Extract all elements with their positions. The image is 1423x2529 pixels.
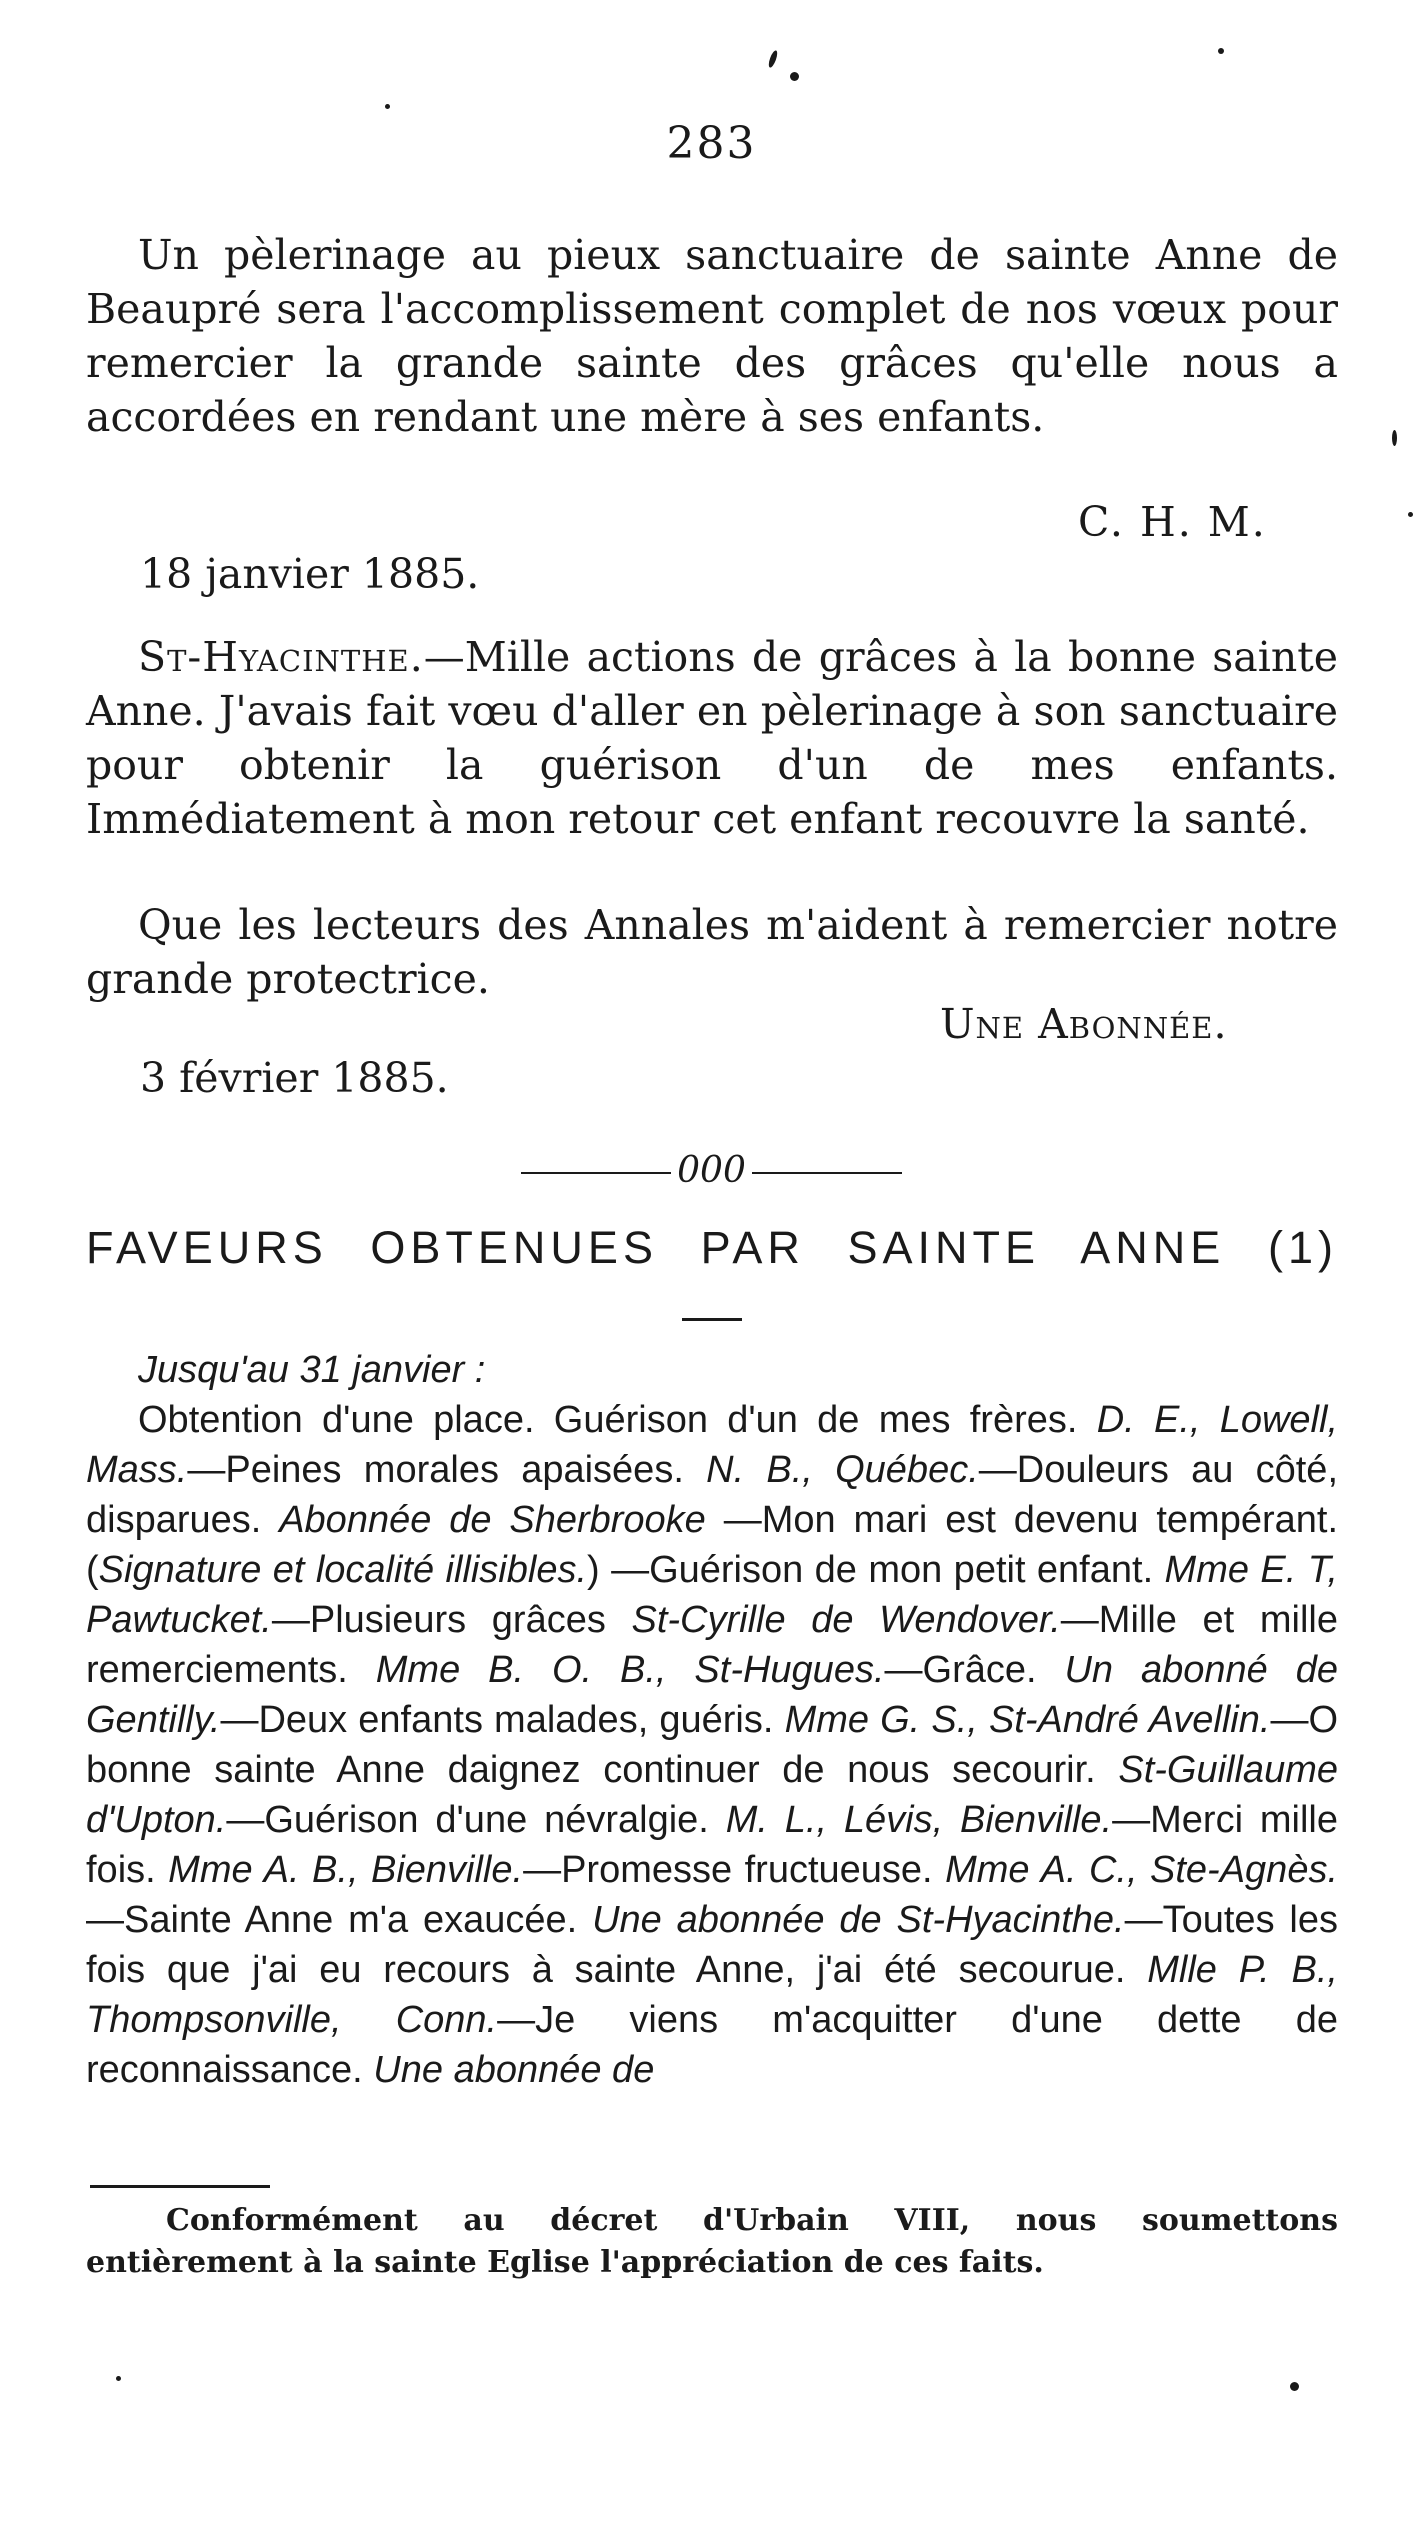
divider-ornament: 000 [677, 1150, 746, 1191]
scan-speck [1218, 48, 1224, 54]
favour-attribution: Mme A. C., Ste-Agnès. [945, 1849, 1339, 1891]
divider-rule-right [752, 1172, 902, 1174]
favour-text: —Grâce. [884, 1649, 1065, 1691]
favour-attribution: Mme A. B., Bienville. [168, 1849, 524, 1891]
title-rule [682, 1318, 742, 1321]
favour-text: —Plusieurs grâces [271, 1599, 632, 1641]
favour-attribution: M. L., Lévis, Bienville. [725, 1799, 1113, 1841]
favour-attribution: Une abonnée de St-Hyacinthe. [592, 1899, 1125, 1941]
favours-list [86, 1345, 1338, 2095]
favour-attribution: Signature et localité illisibles. [98, 1549, 588, 1591]
favour-text: —Je viens m'acquitter d'une dette de reconnaissance. [86, 1999, 1338, 2091]
scan-speck [1408, 512, 1413, 517]
favour-text: ) —Guérison de mon petit enfant. [587, 1549, 1165, 1591]
favour-text: —Deux enfants malades, guéris. [220, 1699, 785, 1741]
favour-attribution: Mme E. T, Pawtucket. [86, 1549, 1338, 1641]
scan-speck [767, 50, 779, 69]
favour-text: —Merci mille fois. [86, 1799, 1339, 1891]
footnote: Conformément au décret d'Urbain VIII, nous soumettons entièrement à la sainte Eglise l'appréciation de ces faits. [86, 2203, 1338, 2280]
entry-2-signature: Une Abonnée. [940, 1000, 1228, 1048]
favour-attribution: Un abonné de Gentilly. [86, 1649, 1338, 1741]
favour-attribution: N. B., Québec. [706, 1449, 979, 1491]
section-divider [0, 1150, 1423, 1191]
favour-attribution: St-Guillaume d'Upton. [86, 1749, 1338, 1841]
entry-2-text [86, 630, 1338, 846]
entry-1-text: Un pèlerinage au pieux sanctuaire de sainte Anne de Beaupré sera l'accomplissement complet de nos vœux pour remercier la grande sainte des grâces qu'elle nous a accordées en rendant une mère à ses enfants. [86, 231, 1338, 441]
favour-text: —Toutes les fois que j'ai eu recours à sainte Anne, j'ai été secourue. [86, 1899, 1338, 1991]
divider-rule-left [521, 1172, 671, 1174]
entry-2-date: 3 février 1885. [140, 1054, 449, 1102]
favour-attribution: D. E., Lowell, Mass. [86, 1399, 1338, 1491]
entry-2-text-2: Que les lecteurs des Annales m'aident à remercier notre grande protectrice. [86, 901, 1338, 1003]
entry-1-date: 18 janvier 1885. [140, 550, 480, 598]
scan-speck [1392, 430, 1397, 446]
favour-text: —Peines morales apaisées. [187, 1449, 707, 1491]
scan-speck [790, 72, 799, 81]
favour-attribution: Mme G. S., St-André Avellin. [784, 1699, 1271, 1741]
entry-2-body: —Mille actions de grâces à la bonne sainte Anne. J'avais fait vœu d'aller en pèlerinage à son sanctuaire pour obtenir la guérison d'un de mes enfants. Immédiatement à mon retour cet enfant recouvre la santé. [86, 633, 1338, 843]
section-title: FAVEURS OBTENUES PAR SAINTE ANNE (1) [86, 1222, 1338, 1273]
footnote-rule [90, 2185, 270, 2188]
page-number: 283 [666, 118, 757, 169]
entry-2-place: St-Hyacinthe. [138, 633, 424, 681]
favour-text: —Promesse fructueuse. [523, 1849, 946, 1891]
scan-speck [116, 2376, 121, 2381]
favour-text: —Mille et mille remerciements. [86, 1599, 1338, 1691]
scan-speck [385, 104, 390, 109]
favour-text: Obtention d'une place. Guérison d'un de mes frères. [138, 1399, 1097, 1441]
scan-speck [1290, 2382, 1299, 2391]
favour-text: —Sainte Anne m'a exaucée. [86, 1899, 593, 1941]
favours-lead: Jusqu'au 31 janvier : [138, 1349, 486, 1391]
favours-body [86, 1395, 1338, 2095]
favour-text: —O bonne sainte Anne daignez continuer de nous secourir. [86, 1699, 1338, 1791]
favour-text: —Guérison d'une névralgie. [226, 1799, 726, 1841]
favour-attribution: Mlle P. B., Thompsonville, Conn. [86, 1949, 1338, 2041]
favour-text: —Mon mari est devenu tempérant. ( [86, 1499, 1338, 1591]
favour-attribution: Une abonnée de [373, 2049, 655, 2091]
favour-text: —Douleurs au côté, disparues. [86, 1449, 1338, 1541]
favour-attribution: Mme B. O. B., St-Hugues. [375, 1649, 885, 1691]
favour-attribution: Abonnée de Sherbrooke [279, 1499, 706, 1541]
favour-attribution: St-Cyrille de Wendover. [631, 1599, 1061, 1641]
entry-1-signature: C. H. M. [1078, 498, 1267, 546]
